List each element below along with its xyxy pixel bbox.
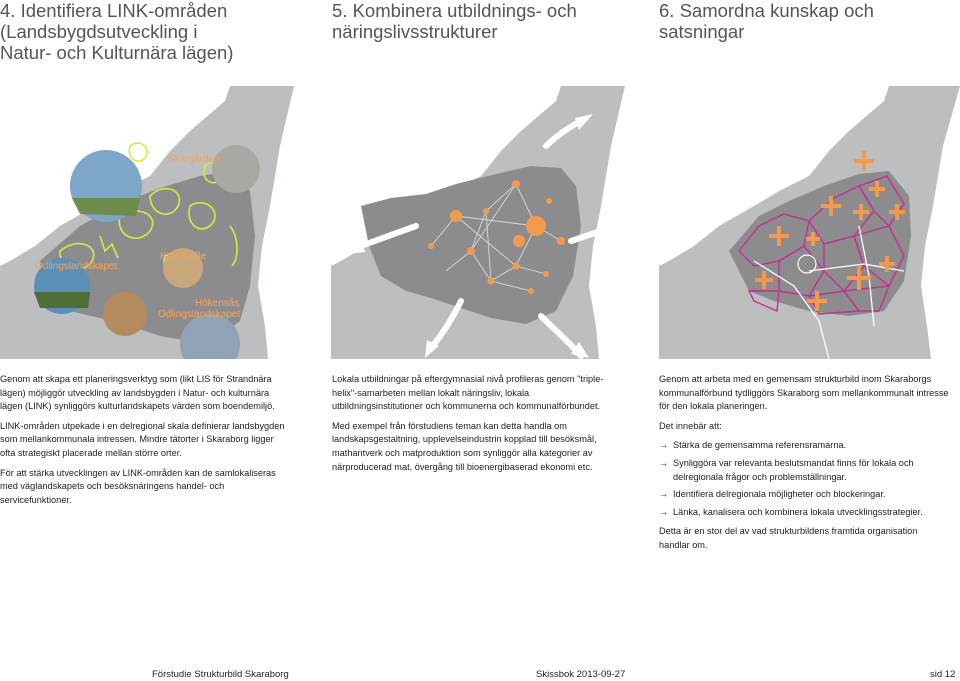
title-line: 5. Kombinera utbildnings- och [332, 0, 577, 21]
link-areas-map [0, 86, 294, 359]
coordination-map [659, 86, 960, 359]
paragraph: Det innebär att: [659, 420, 722, 431]
column-3-title [659, 0, 959, 42]
footer-date: Skissbok 2013-09-27 [536, 669, 626, 680]
paragraph: Genom att skapa ett planeringsverktyg som (likt LIS för Strandnära lägen) möjliggör utveckling av landsbygden i Natur- och kulturnära lägen (LINK) synliggörs kulturlandskapets värden som boendemiljö. [0, 374, 275, 412]
paragraph: Lokala utbildningar på eftergymnasial nivå profileras genom "triple-helix"-samarbeten mellan lokalt näringsliv, lokala utbildningsinstitutioner och kommunerna och kommunalförbundet. [332, 374, 604, 412]
list-item [659, 506, 949, 520]
photo-circle-field [103, 292, 147, 336]
footer-page-number: sid 12 [930, 669, 956, 680]
label-odlingslandskapet-west: Odlingslandskapet [35, 261, 118, 272]
title-line: 4. Identifiera LINK-områden [0, 0, 228, 21]
paragraph: Detta är en stor del av vad strukturbildens framtida organisation handlar om. [659, 526, 918, 550]
structure-network-map-graphic [331, 86, 625, 359]
list-item-text: Synliggöra var relevanta beslutsmandat finns för lokala och delregionala frågor och problemställningar. [673, 457, 914, 482]
arrow-icon: → [659, 506, 669, 517]
arrow-icon: → [659, 457, 669, 468]
footer-document-title: Förstudie Strukturbild Skaraborg [152, 669, 289, 680]
title-line: satsningar [659, 21, 745, 42]
label-skargarden: Skärgården [168, 154, 220, 165]
title-line: 6. Samordna kunskap och [659, 0, 874, 21]
lake-vattern [258, 86, 294, 359]
column-1-text [0, 373, 290, 513]
arrow-icon: → [659, 440, 669, 451]
list-item-text: Identifiera delregionala möjligheter och blockeringar. [673, 489, 886, 500]
paragraph: För att stärka utvecklingen av LINK-områden kan de samlokaliseras med väglandskapets och besöksnäringens handel- och servicefunktioner. [0, 467, 276, 505]
paragraph: Med exempel från förstudiens teman kan detta handla om landskapsgestaltning, upplevelseindustrin kopplad till besöksmål, mathantverk och matproduktion som synliggör alla kategorier av närproducerad mat, övergång till bioenergibaserad ekonomi etc. [332, 420, 597, 472]
list-item-text: Stärka de gemensamma referensramarna. [673, 440, 847, 451]
structure-network-map [331, 86, 625, 359]
paragraph: LINK-områden utpekade i en delregional skala definierar landsbygden som mellankommunala intressen. Mindre tätorter i Skaraborg ligger ofta strategiskt placerade mellan större orter. [0, 420, 285, 458]
list-item [659, 457, 949, 484]
title-line: näringslivsstrukturer [332, 21, 498, 42]
label-hokensas: Hökensås [195, 298, 240, 309]
column-1-title [0, 0, 300, 63]
list-item-text: Länka, kanalisera och kombinera lokala utvecklingsstrategier. [673, 506, 923, 517]
title-line: Natur- och Kulturnära lägen) [0, 42, 234, 63]
photo-circle-mist [212, 145, 260, 193]
label-odlingslandskapet-south: Odlingslandskapet [158, 309, 241, 320]
list-item [659, 439, 949, 453]
link-areas-map-graphic [0, 86, 294, 359]
title-line: (Landsbygdsutveckling i [0, 21, 198, 42]
lake-vattern [921, 86, 960, 359]
paragraph: Genom att arbeta med en gemensam strukturbild inom Skaraborgs kommunalförbund tydliggörs Skaraborg som mellankommunalt intresse för den lokala planeringen. [659, 374, 949, 412]
column-2-title [332, 0, 632, 42]
column-2-text [332, 373, 622, 480]
column-3-text [659, 373, 949, 559]
arrow-icon: → [659, 489, 669, 500]
label-kinnekulle: Kinnekulle [160, 251, 207, 262]
coordination-map-graphic [659, 86, 960, 359]
bullet-list [659, 439, 949, 519]
list-item [659, 488, 949, 502]
